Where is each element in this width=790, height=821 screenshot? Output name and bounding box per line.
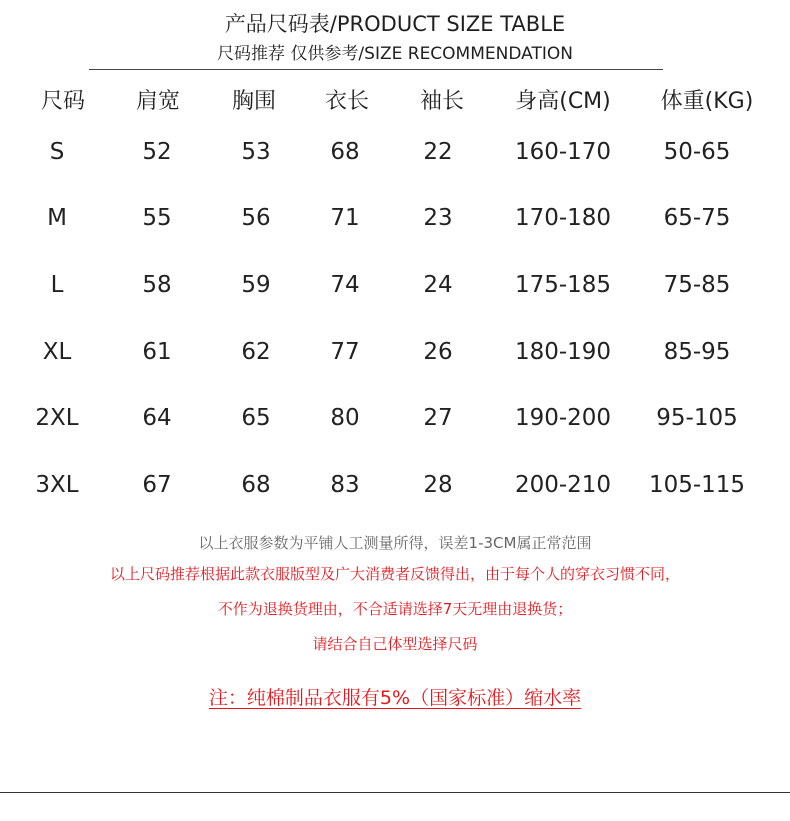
size-cell: 3XL: [35, 472, 79, 498]
size-cell: 2XL: [35, 405, 79, 431]
chest-cell: 53: [241, 139, 271, 165]
table-header-row: [0, 82, 790, 122]
length-cell: 77: [330, 339, 360, 365]
sleeve-cell: 27: [423, 405, 453, 431]
page-title: 产品尺码表/PRODUCT SIZE TABLE: [224, 12, 566, 36]
shrinkage-note-text: 注：纯棉制品衣服有5%（国家标准）缩水率: [208, 687, 582, 709]
height-cell: 175-185: [514, 272, 612, 298]
height-cell: 160-170: [514, 139, 612, 165]
table-row: [0, 398, 790, 438]
recommendation-note-line: 不作为退换货理由，不合适请选择7天无理由退换货；: [217, 600, 573, 618]
table-row: [0, 198, 790, 238]
weight-cell: 105-115: [648, 472, 746, 498]
shrinkage-note: [0, 683, 790, 710]
height-cell: 170-180: [514, 205, 612, 231]
length-cell: 80: [330, 405, 360, 431]
sleeve-cell: 22: [423, 139, 453, 165]
column-header-size: 尺码: [40, 89, 85, 114]
measurement-note: 以上衣服参数为平铺人工测量所得，误差1-3CM属正常范围: [198, 534, 592, 552]
column-header-shoulder: 肩宽: [135, 89, 180, 114]
column-header-chest: 胸围: [231, 89, 276, 114]
size-cell: L: [50, 272, 64, 298]
column-header-weight: 体重(KG): [660, 89, 754, 114]
chest-cell: 65: [241, 405, 271, 431]
page-subtitle: 尺码推荐 仅供参考/SIZE RECOMMENDATION: [217, 44, 573, 64]
height-cell: 180-190: [514, 339, 612, 365]
chest-cell: 56: [241, 205, 271, 231]
weight-cell: 75-85: [663, 272, 731, 298]
column-header-sleeve: 袖长: [419, 89, 464, 114]
length-cell: 71: [330, 205, 360, 231]
weight-cell: 50-65: [663, 139, 731, 165]
column-header-length: 衣长: [324, 89, 369, 114]
chest-cell: 68: [241, 472, 271, 498]
table-row: [0, 132, 790, 172]
sleeve-cell: 23: [423, 205, 453, 231]
shoulder-cell: 55: [142, 205, 172, 231]
weight-cell: 65-75: [663, 205, 731, 231]
table-row: [0, 332, 790, 372]
weight-cell: 85-95: [663, 339, 731, 365]
length-cell: 74: [330, 272, 360, 298]
height-cell: 190-200: [514, 405, 612, 431]
table-row: [0, 265, 790, 305]
sleeve-cell: 26: [423, 339, 453, 365]
length-cell: 83: [330, 472, 360, 498]
table-row: [0, 465, 790, 505]
shoulder-cell: 58: [142, 272, 172, 298]
size-cell: XL: [42, 339, 72, 365]
shoulder-cell: 64: [142, 405, 172, 431]
title-divider: [89, 69, 663, 70]
shoulder-cell: 52: [142, 139, 172, 165]
shoulder-cell: 67: [142, 472, 172, 498]
size-cell: M: [47, 205, 67, 231]
bottom-divider: [0, 792, 790, 793]
recommendation-note-line: 请结合自己体型选择尺码: [312, 635, 478, 653]
weight-cell: 95-105: [656, 405, 738, 431]
sleeve-cell: 24: [423, 272, 453, 298]
length-cell: 68: [330, 139, 360, 165]
chest-cell: 59: [241, 272, 271, 298]
column-header-height: 身高(CM): [515, 89, 611, 114]
height-cell: 200-210: [514, 472, 612, 498]
sleeve-cell: 28: [423, 472, 453, 498]
chest-cell: 62: [241, 339, 271, 365]
size-cell: S: [49, 139, 65, 165]
shoulder-cell: 61: [142, 339, 172, 365]
recommendation-note-line: 以上尺码推荐根据此款衣服版型及广大消费者反馈得出，由于每个人的穿衣习惯不同，: [109, 565, 680, 583]
